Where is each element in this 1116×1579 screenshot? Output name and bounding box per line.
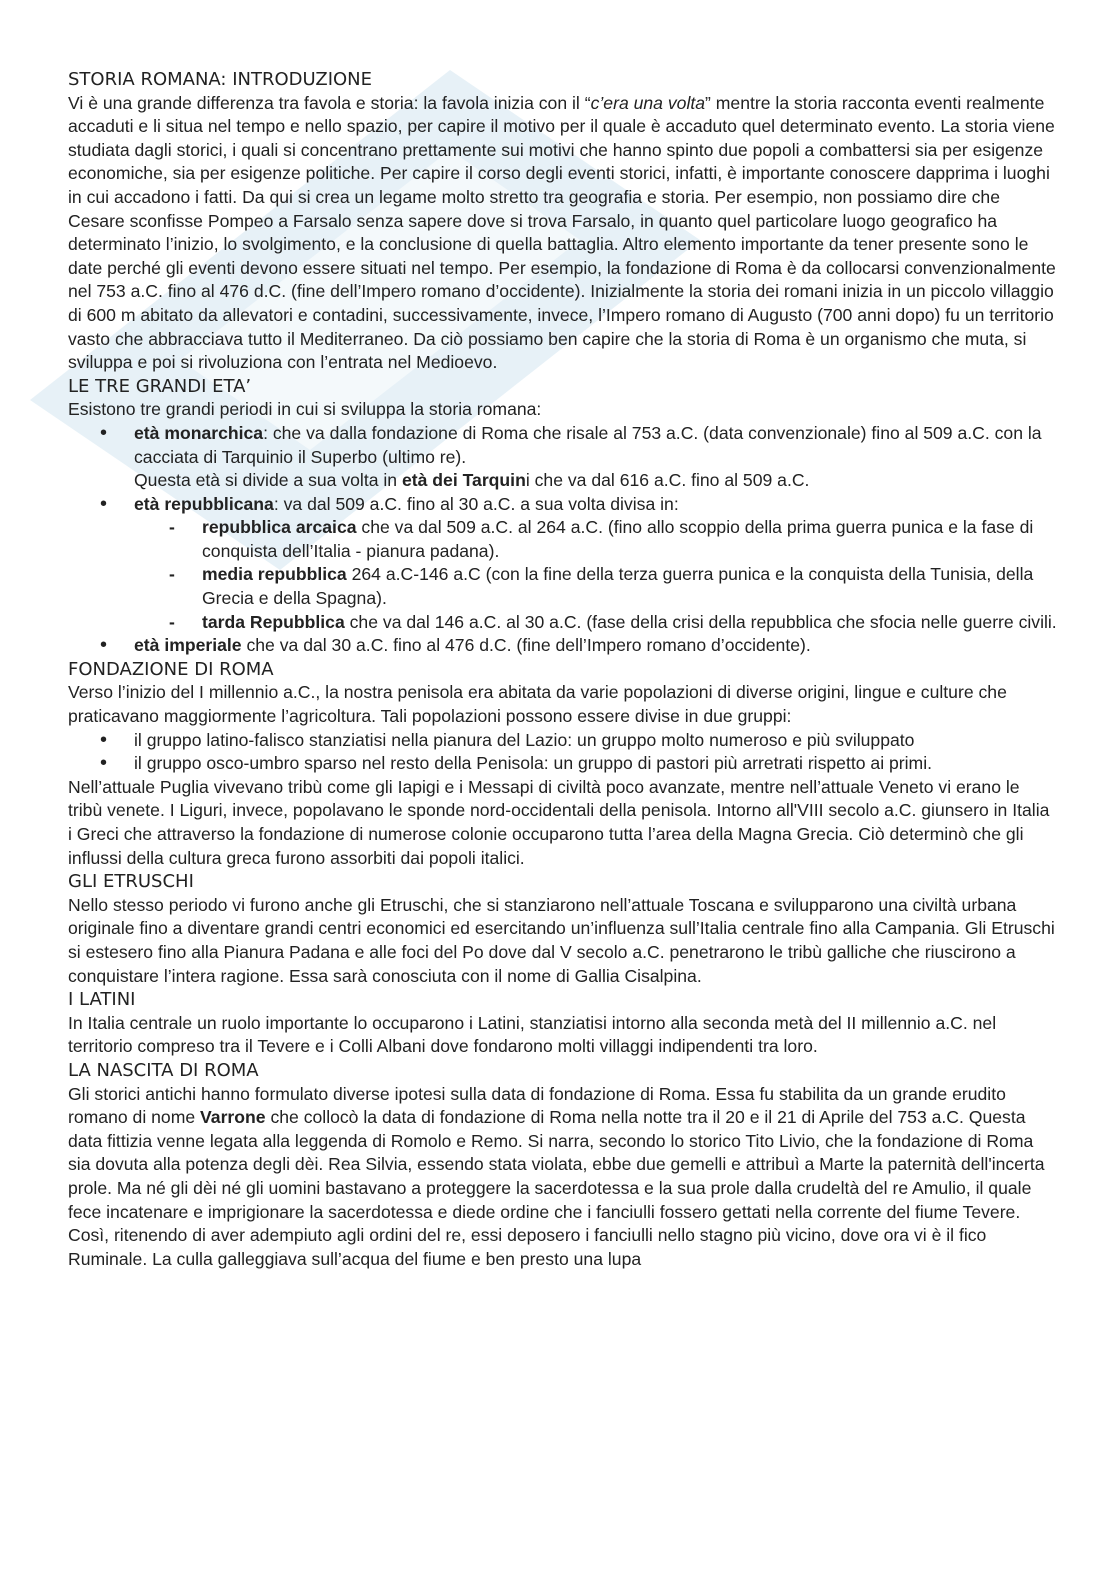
list-item: • il gruppo osco-umbro sparso nel resto della Penisola: un gruppo di pastori più arretrati rispetto ai primi.: [134, 752, 1058, 776]
sub-list-item: - media repubblica 264 a.C-146 a.C (con la fine della terza guerra punica e la conquista della Tunisia, della Grecia e della Spagna).: [202, 563, 1058, 610]
section-title-latini: I LATINI: [68, 989, 136, 1011]
sub-list: [134, 516, 1058, 634]
intro-emphasis: c’era una volta: [590, 92, 706, 113]
list-item: • il gruppo latino-falisco stanziatisi nella pianura del Lazio: un gruppo molto numeroso e più sviluppato: [134, 729, 1058, 753]
section-title-etruschi: GLI ETRUSCHI: [68, 871, 194, 893]
sub-list-item: - tarda Repubblica che va dal 146 a.C. al 30 a.C. (fase della crisi della repubblica che sfocia nelle guerre civili.: [202, 611, 1058, 635]
latini-paragraph: In Italia centrale un ruolo importante lo occuparono i Latini, stanziatisi intorno alla seconda metà del II millennio a.C. nel territorio compreso tra il Tevere e i Colli Albani dove fondarono molti villaggi indipendenti tra loro.: [68, 1012, 997, 1057]
intro-paragraph: Vi è una grande differenza tra favola e storia: la favola inizia con il “c’era una volta” mentre la storia racconta eventi realmente accaduti e li situa nel tempo e nello spazio, per capire il motivo per il quale è accaduto quel determinato evento. La storia viene studiata dagli storici, i quali si concentrano prettamente sui motivi che hanno spinto due popoli a combattersi sia per esigenze economiche, sia per esigenze politiche. Per capire il corso degli eventi storici, infatti, è importante conoscere dapprima i luoghi in cui accadono i fatti. Da qui si crea un legame molto stretto tra geografia e storia. Per esempio, non possiamo dire che Cesare sconfisse Pompeo a Farsalo senza sapere dove si trova Farsalo, in quanto quel particolare luogo geografico ha determinato l’inizio, lo svolgimento, e la conclusione di quella battaglia. Altro elemento importante da tener presente sono le date perché gli eventi devono essere situati nel tempo. Per esempio, la fondazione di Roma è da collocarsi convenzionalmente nel 753 a.C. fino al 476 d.C. (fine dell’Impero romano d’occidente). Inizialmente la storia dei romani inizia in un piccolo villaggio di 600 m abitato da allevatori e contadini, successivamente, invece, l’Impero romano di Augusto (700 anni dopo) fu un territorio vasto che abbracciava tutto il Mediterraneo. Da ciò possiamo ben capire che la storia di Roma è un organismo che muta, si sviluppa e poi si rivoluziona con l’entrata nel Medioevo.: [68, 92, 1056, 373]
section-title-eta: LE TRE GRANDI ETA’: [68, 375, 252, 397]
section-title-fondazione: FONDAZIONE DI ROMA: [68, 658, 274, 680]
fondazione-list: [68, 729, 1058, 776]
list-item: • età repubblicana: va dal 509 a.C. fino al 30 a.C. a sua volta divisa in: - repubblica arcaica che va dal 509 a.C. al 264 a.C. (fino allo scoppio della prima guerra punica e la fase di conquista dell’Italia - pianura padana). - media repubblica 264 a.C-146 a.C (con la fine della terza guerra punica e la conquista della Tunisia, della Grecia e della Spagna). - tarda Repubblica che va dal 146 a.C. al 30 a.C. (fase della crisi della repubblica che sfocia nelle guerre civili.: [134, 493, 1058, 635]
eta-list: [68, 422, 1058, 658]
fondazione-paragraph-1: Verso l’inizio del I millennio a.C., la nostra penisola era abitata da varie popolazioni di diverse origini, lingue e culture che praticavano maggiormente l’agricoltura. Tali popolazioni possono essere divise in due gruppi:: [68, 682, 1007, 727]
section-title-nascita: LA NASCITA DI ROMA: [68, 1059, 259, 1081]
nascita-paragraph: Gli storici antichi hanno formulato diverse ipotesi sulla data di fondazione di Roma. Essa fu stabilita da un grande erudito romano di nome Varrone che collocò la data di fondazione di Roma nella notte tra il 20 e il 21 di Aprile del 753 a.C. Questa data fittizia venne legata alla leggenda di Romolo e Remo. Si narra, secondo lo storico Tito Livio, che la fondazione di Roma sia dovuta alla potenza degli dèi. Rea Silvia, essendo stata violata, ebbe due gemelli e attribuì a Marte la paternità dell'incerta prole. Ma né gli dèi né gli uomini bastavano a proteggere la sacerdotessa e la sua prole dalla crudeltà del re Amulio, il quale fece incatenare e imprigionare la sacerdotessa e diede ordine che i fanciulli fossero gettati nella corrente del fiume Tevere. Così, ritenendo di aver adempiuto agli ordini del re, essi deposero i fanciulli nello stagno più vicino, dove ora vi è il fico Ruminale. La culla galleggiava sull’acqua del fiume e ben presto una lupa: [68, 1083, 1045, 1269]
list-item-continuation: Questa età si divide a sua volta in età dei Tarquini che va dal 616 a.C. fino al 509 a.C.: [134, 470, 810, 491]
list-item: • età imperiale che va dal 30 a.C. fino al 476 d.C. (fine dell’Impero romano d’occidente).: [134, 634, 1058, 658]
list-item: • età monarchica: che va dalla fondazione di Roma che risale al 753 a.C. (data convenzionale) fino al 509 a.C. con la cacciata di Tarquinio il Superbo (ultimo re). Questa età si divide a sua volta in età dei Tarquini che va dal 616 a.C. fino al 509 a.C.: [134, 422, 1058, 493]
fondazione-paragraph-2: Nell’attuale Puglia vivevano tribù come gli Iapigi e i Messapi di civiltà poco avanzate, mentre nell’attuale Veneto vi erano le tribù venete. I Liguri, invece, popolavano le sponde nord-occidentali della penisola. Intorno all'VIII secolo a.C. giunsero in Italia i Greci che attraverso la fondazione di numerose colonie occuparono tutta l’area della Magna Grecia. Ciò determinò che gli influssi della cultura greca furono assorbiti dai popoli italici.: [68, 776, 1050, 868]
etruschi-paragraph: Nello stesso periodo vi furono anche gli Etruschi, che si stanziarono nell’attuale Toscana e svilupparono una civiltà urbana originale fino a diventare grandi centri economici ed esercitando un’influenza sull’Italia centrale fino alla Campania. Gli Etruschi si estesero fino alla Pianura Padana e alle foci del Po dove dal V secolo a.C. penetrarono le tribù galliche che riuscirono a conquistare l’intera ragione. Essa sarà conosciuta con il nome di Gallia Cisalpina.: [68, 894, 1055, 986]
sub-list-item: - repubblica arcaica che va dal 509 a.C. al 264 a.C. (fino allo scoppio della prima guerra punica e la fase di conquista dell’Italia - pianura padana).: [202, 516, 1058, 563]
section-title-intro: STORIA ROMANA: INTRODUZIONE: [68, 69, 373, 90]
document-page: [68, 68, 1058, 1271]
eta-lead: Esistono tre grandi periodi in cui si sviluppa la storia romana:: [68, 399, 542, 420]
